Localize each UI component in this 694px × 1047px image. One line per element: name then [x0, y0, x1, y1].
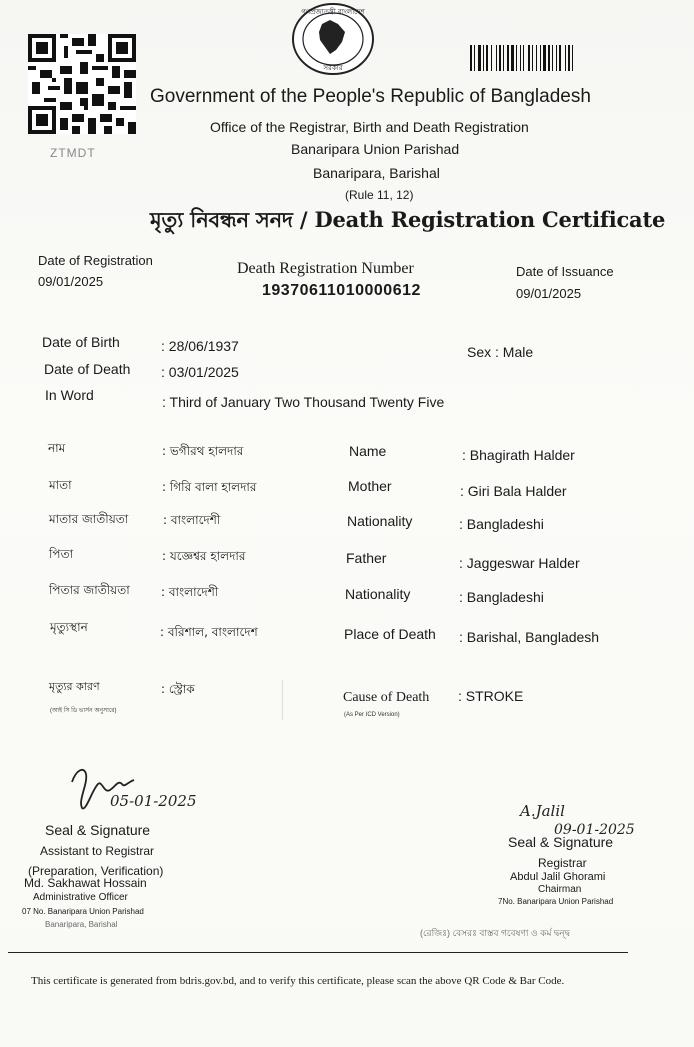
government-seal-icon	[290, 2, 376, 76]
right-name: Abdul Jalil Ghorami	[510, 871, 606, 883]
left-office: 07 No. Banaripara Union Parishad	[22, 907, 144, 916]
registration-number: 19370611010000612	[262, 282, 421, 299]
dod-value: : 03/01/2025	[161, 364, 239, 380]
en-label-cause: Cause of Death	[343, 690, 430, 705]
bn-value-mother: : গিরি বালা হালদার	[162, 480, 257, 494]
date-of-registration-value: 09/01/2025	[38, 274, 104, 289]
left-handwritten-date: 05-01-2025	[110, 792, 197, 810]
bn-label-mother: মাতা	[49, 478, 72, 492]
right-handwritten-name: A.Jalil	[520, 802, 565, 820]
left-title: Administrative Officer	[33, 892, 128, 903]
en-value-father: : Jaggeswar Halder	[459, 555, 580, 571]
date-of-issuance-label: Date of Issuance	[516, 264, 614, 279]
bn-value-mother-nationality: : বাংলাদেশী	[163, 513, 221, 527]
left-signature-icon	[62, 760, 212, 820]
left-name: Md. Sakhawat Hossain	[24, 876, 147, 890]
in-word-label: In Word	[45, 387, 94, 403]
dob-value: : 28/06/1937	[161, 338, 239, 354]
bn-value-name: : ভগীরথ হালদার	[162, 444, 244, 458]
footer-rule	[8, 952, 628, 953]
bn-label-name: নাম	[48, 441, 66, 455]
right-title: Chairman	[538, 884, 582, 895]
bn-value-father: : যজ্ঞেশ্বর হালদার	[162, 549, 246, 563]
left-seal-label: Seal & Signature	[45, 822, 151, 838]
dod-label: Date of Death	[44, 361, 131, 377]
left-place: Banaripara, Barishal	[45, 920, 118, 929]
en-label-father: Father	[346, 550, 387, 566]
en-value-mother: : Giri Bala Halder	[460, 483, 567, 499]
en-label-mother: Mother	[348, 478, 392, 494]
union-parishad: Banaripara Union Parishad	[291, 141, 460, 157]
left-role: Assistant to Registrar	[40, 844, 155, 858]
registrar-office: Office of the Registrar, Birth and Death Registration	[210, 119, 529, 135]
district: Banaripara, Barishal	[313, 165, 440, 181]
date-of-issuance-value: 09/01/2025	[516, 286, 582, 301]
qr-code-icon[interactable]	[28, 34, 136, 134]
seal-bottom-text: সরকার	[323, 64, 343, 72]
bn-value-place-of-death: : বরিশাল, বাংলাদেশ	[160, 625, 258, 639]
in-word-value: : Third of January Two Thousand Twenty Five	[162, 394, 445, 410]
en-value-cause: : STROKE	[458, 688, 524, 704]
government-title: Government of the People's Republic of Bangladesh	[150, 86, 591, 107]
bn-label-mother-nationality: মাতার জাতীয়তা	[49, 512, 129, 526]
rule-reference: (Rule 11, 12)	[345, 188, 414, 202]
en-value-name: : Bhagirath Halder	[462, 447, 575, 463]
en-value-place-of-death: : Barishal, Bangladesh	[459, 629, 600, 645]
en-label-mother-nationality: Nationality	[347, 513, 413, 529]
right-office: 7No. Banaripara Union Parishad	[498, 897, 614, 906]
right-handwritten-date: 09-01-2025	[554, 822, 635, 838]
certificate-title: মৃত্যু নিবন্ধন সনদ / Death Registration Certificate	[150, 207, 666, 232]
qr-caption: ZTMDT	[50, 146, 96, 160]
bn-label-father: পিতা	[49, 547, 74, 561]
right-faint-line: (রেজিঃ) বেসরঃ বাস্তব গবেষণা ও কর্ম দ্বন্দ্ব	[420, 928, 571, 938]
right-seal-label: Seal & Signature	[508, 834, 614, 850]
en-value-father-nationality: : Bangladeshi	[459, 589, 544, 605]
bn-label-cause: মৃত্যুর কারণ	[49, 680, 100, 693]
verification-footer: This certificate is generated from bdris.gov.bd, and to verify this certificate, please scan the above QR Code & Bar Code.	[31, 975, 565, 987]
bn-value-father-nationality: : বাংলাদেশী	[161, 585, 219, 599]
en-label-place-of-death: Place of Death	[344, 626, 436, 642]
registration-number-label: Death Registration Number	[237, 260, 414, 277]
bn-value-cause: : স্ট্রোক	[161, 682, 195, 696]
en-label-father-nationality: Nationality	[345, 586, 411, 602]
seal-top-text: গণপ্রজাতন্ত্রী বাংলাদেশ	[301, 8, 365, 16]
divider	[282, 680, 283, 720]
date-of-registration-label: Date of Registration	[38, 253, 153, 268]
bn-note-cause: (আই সি ডি ভার্সন অনুসারে)	[50, 708, 117, 714]
en-note-cause: (As Per ICD Version)	[344, 712, 400, 718]
bn-label-father-nationality: পিতার জাতীয়তা	[49, 583, 130, 597]
bn-label-place-of-death: মৃত্যুস্থান	[50, 620, 88, 634]
barcode-icon[interactable]	[470, 45, 656, 71]
left-role-detail: (Preparation, Verification)	[28, 864, 164, 878]
sex-value: Sex : Male	[467, 344, 534, 360]
dob-label: Date of Birth	[42, 334, 120, 350]
right-role: Registrar	[538, 856, 587, 870]
en-label-name: Name	[349, 443, 387, 459]
en-value-mother-nationality: : Bangladeshi	[459, 516, 544, 532]
